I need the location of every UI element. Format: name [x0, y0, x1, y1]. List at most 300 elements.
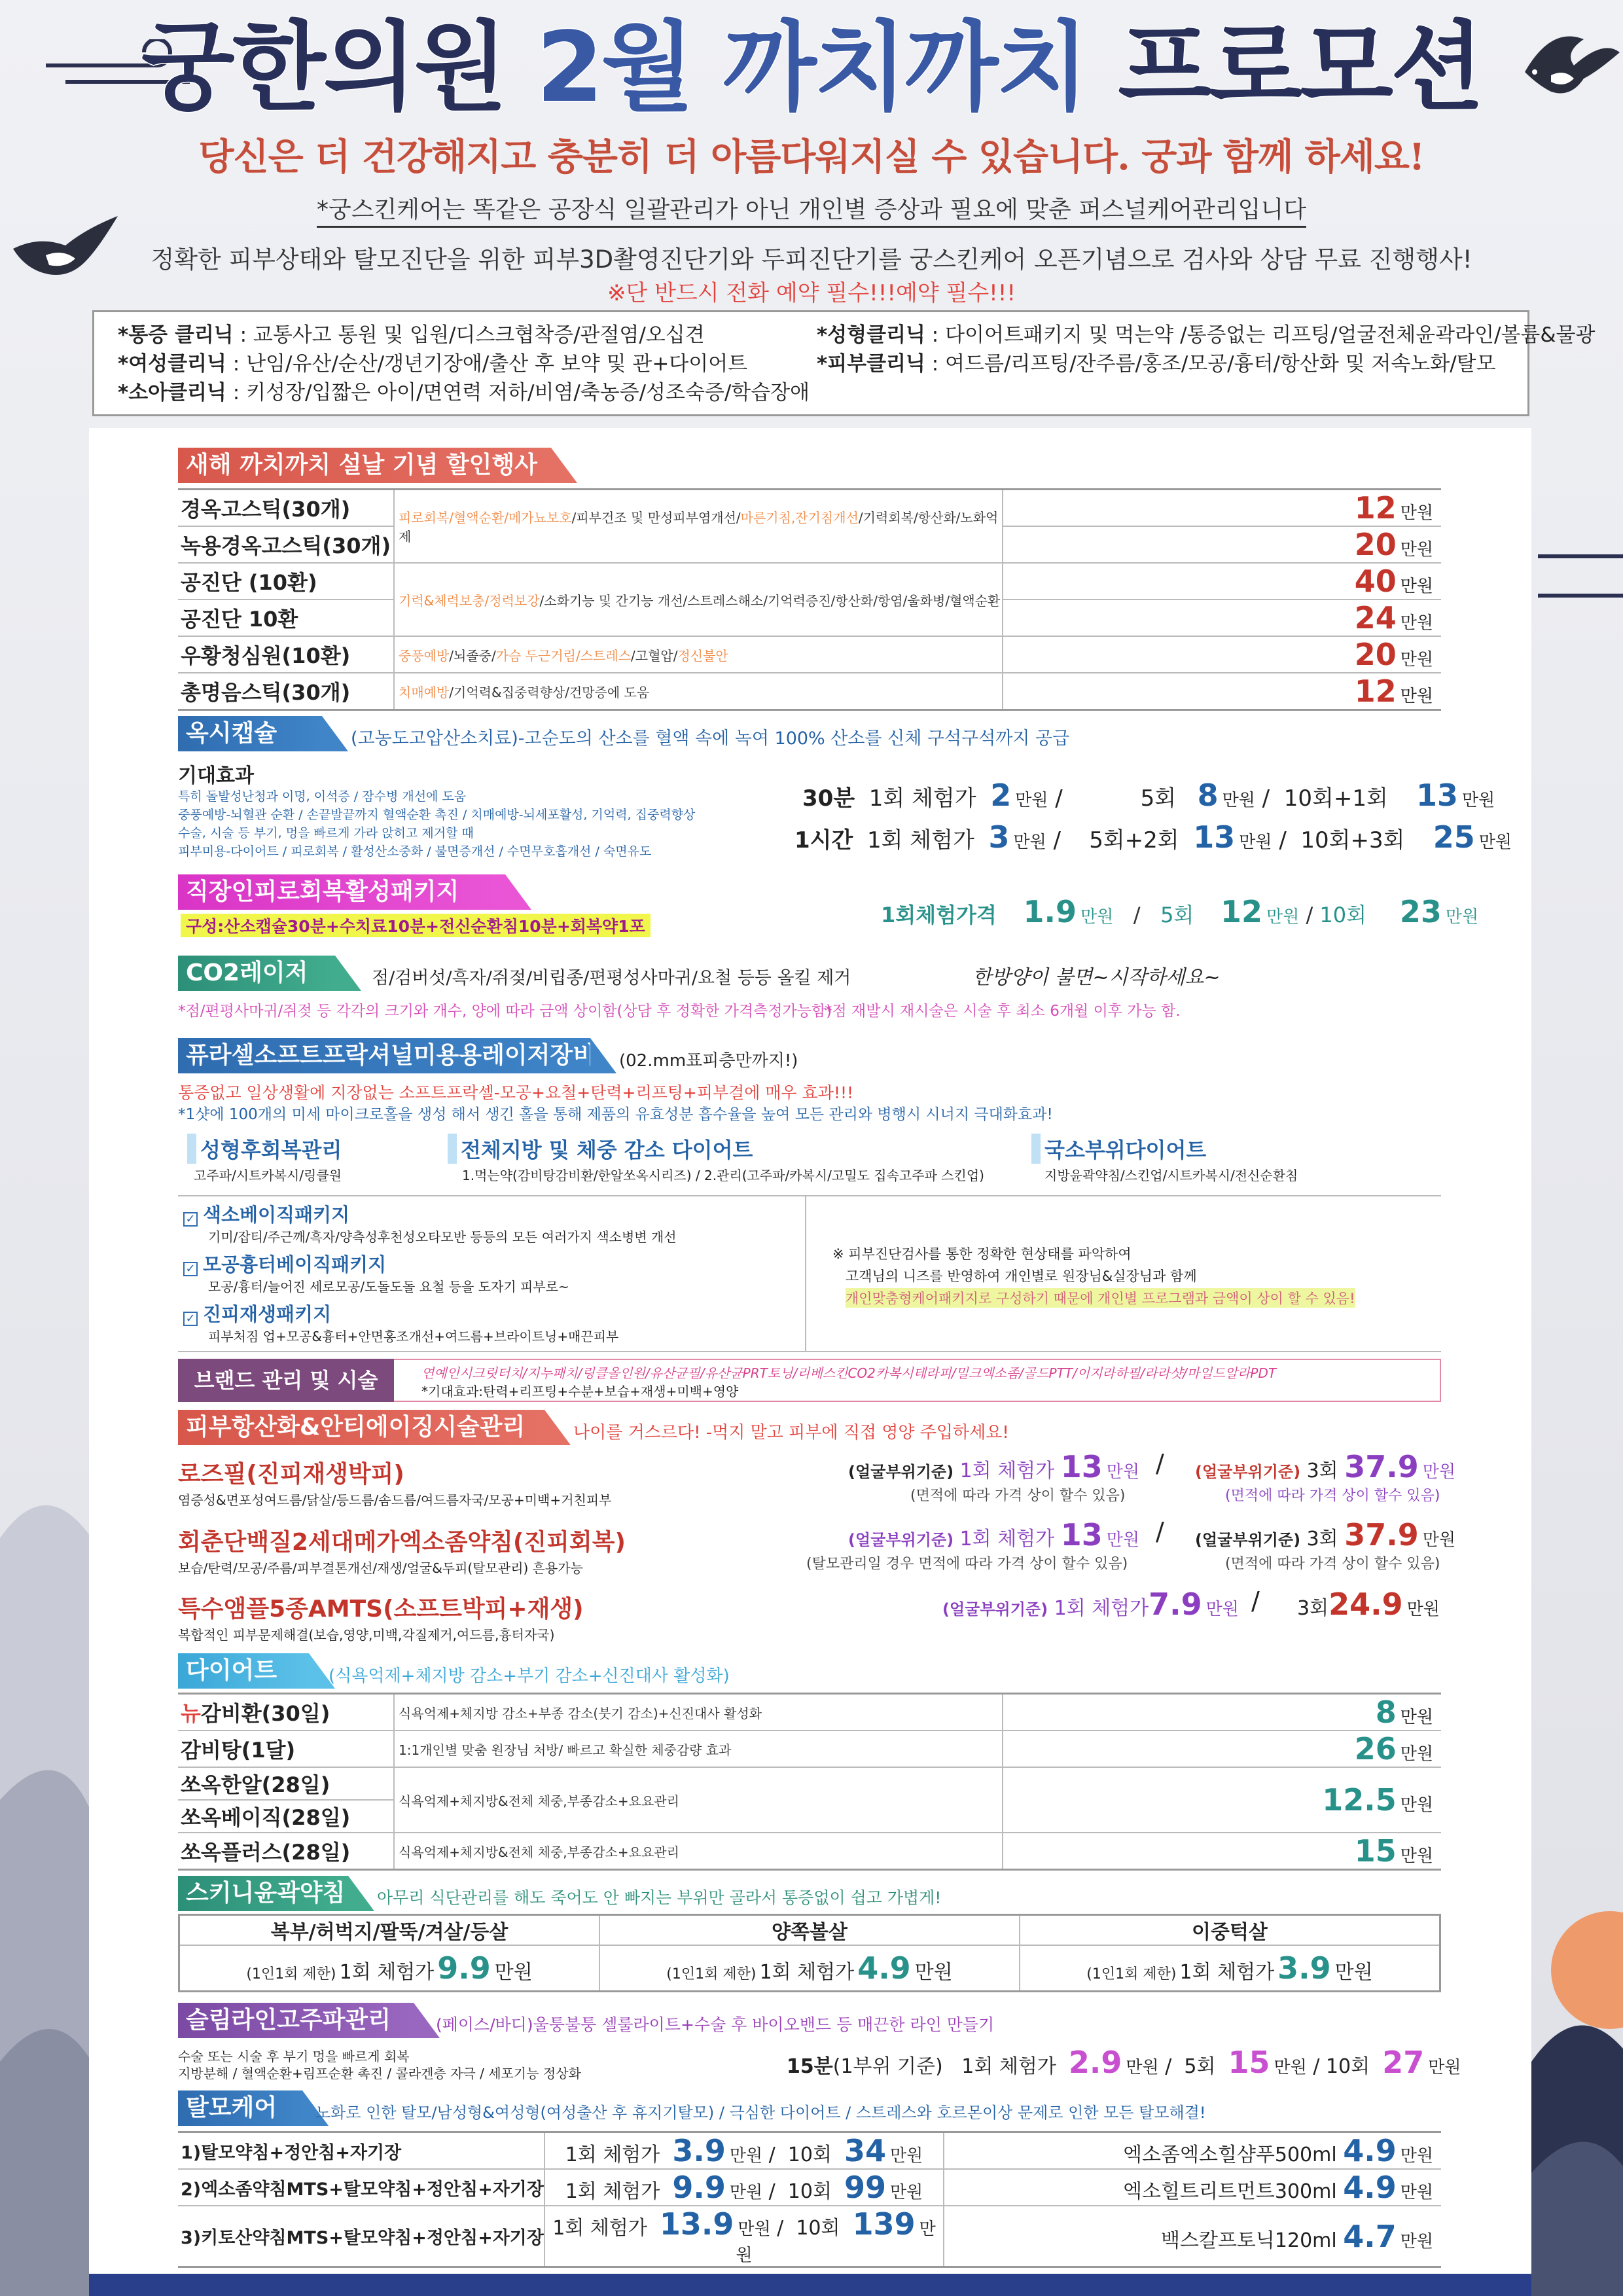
- price-value: 12.5: [1322, 1782, 1397, 1818]
- product-price: [944, 2169, 1441, 2206]
- area-note: (면적에 따라 가격 상이 할수 있음): [1225, 1488, 1440, 1504]
- product-desc: [394, 673, 1003, 710]
- personal-care-note: [0, 191, 1623, 224]
- desc-text: /뇌졸중/: [449, 647, 496, 664]
- separator: /: [1251, 1587, 1260, 1615]
- clinic-desc: : 다이어트패키지 및 먹는약 /통증없는 리프팅/얼굴전체윤곽라인/볼륨&물광: [925, 323, 1596, 347]
- product-name: 쏘옥베이직(28일): [178, 1800, 394, 1833]
- puracell-line: *1샷에 100개의 미세 마이크로홀을 생성 해서 생긴 홀을 통해 제품의 유효성분 흡수율을 높여 모든 관리와 병행시 시너지 극대화효과!: [178, 1106, 1053, 1123]
- treatment-price-3: [1297, 1587, 1440, 1622]
- col-title: 성형후회복관리: [187, 1134, 342, 1164]
- tier-label: 1회 체험가: [1179, 1960, 1275, 1984]
- clinic-desc: : 여드름/리프팅/잔주름/홍조/모공/흉터/항산화 및 저속노화/탈모: [925, 352, 1496, 376]
- price-value: 3: [988, 819, 1010, 855]
- treatment-price-1: [848, 1517, 1139, 1552]
- reservation-note: ※단 반드시 전화 예약 필수!!!예약 필수!!!: [607, 280, 1016, 306]
- treatment-desc: 보습/탄력/모공/주름/피부결톤개선/재생/얼굴&두피(탈모관리) 흔용가능: [178, 1560, 583, 1576]
- clinic-list: [92, 310, 1596, 416]
- office-package-header: 직장인피로회복활성패키지: [178, 874, 505, 910]
- slimline-tagline: (페이스/바디)울퉁불퉁 셀룰라이트+수술 후 바이오밴드 등 매끈한 라인 만들기: [436, 2015, 995, 2034]
- tier-label: 3회: [1306, 1528, 1338, 1551]
- slimline-prices: 15분(1부위 기준) 1회 체험가 2.9 만원 / 5회 15 만원 / 10회 27 만원: [787, 2045, 1461, 2080]
- clinic-women: [118, 350, 747, 378]
- table-row: [178, 1767, 1441, 1800]
- slimline-desc: 지방분해 / 혈액순환+림프순환 촉진 / 콜라겐층 자극 / 세포기능 정상화: [178, 2066, 581, 2081]
- price-value: 13.9: [659, 2206, 734, 2242]
- free-diagnosis-note: 정확한 피부상태와 탈모진단을 위한 피부3D촬영진단기와 두피진단기를 궁스킨케어 오픈기념으로 검사와 상담 무료 진행행사!: [151, 245, 1472, 274]
- price-unit: 만원: [1205, 1600, 1239, 1619]
- puracell-header: 퓨라셀소프트프락셔널미용용레이저장비: [178, 1038, 590, 1073]
- co2-laser-header: CO2레이저: [178, 956, 335, 991]
- price-cell: [1020, 1945, 1440, 1991]
- product-label: 엑소힐트리트먼트300ml: [1123, 2180, 1337, 2203]
- separator: /: [1156, 1517, 1164, 1546]
- tier-label: 1회 체험가: [552, 2217, 647, 2240]
- oxygen-30min-row: 30분 1회 체험가 2 만원 / 5회 8 만원 / 10회+1회 13 만원: [802, 778, 1495, 813]
- effect-line: 중풍예방-뇌혈관 순환 / 손끝발끝까지 혈액순환 촉진 / 치매예방-뇌세포활성, 기억력, 집중력향상: [178, 808, 696, 822]
- package-title: [183, 1300, 331, 1327]
- tier-label: 1회 체험가: [759, 1960, 855, 1984]
- column-header: 이중턱살: [1020, 1915, 1440, 1946]
- promotion-panel: [89, 428, 1531, 2274]
- effect-line: 피부미용-다이어트 / 피로회복 / 활성산소중화 / 불면증개선 / 수면무호흡개선 / 숙면유도: [178, 844, 652, 859]
- table-row: [178, 2132, 1441, 2170]
- tier-label: 1회 체험가: [1054, 1597, 1149, 1620]
- office-package-prices: 1회체험가격 1.9 만원 / 5회 12 만원 / 10회 23 만원: [881, 894, 1479, 929]
- price-unit: 만원: [1222, 791, 1255, 810]
- clinic-name: *피부클리닉: [817, 352, 925, 376]
- price: [1003, 1767, 1441, 1833]
- slimline-header: 슬림라인고주파관리: [178, 2003, 414, 2038]
- product-name: 녹용경옥고스틱(30개): [178, 526, 394, 563]
- price-unit: 만원: [1013, 833, 1046, 852]
- clinic-name: *통증 클리닉: [118, 323, 234, 347]
- price-unit: 만원: [1400, 1846, 1433, 1866]
- price-value: 4.9: [857, 1950, 911, 1986]
- price-value: 3.9: [1277, 1950, 1331, 1986]
- package-desc: 피부처짐 업+모공&흉터+안면홍조개선+여드름+브라이트닝+매끈피부: [208, 1329, 619, 1344]
- new-badge: 뉴: [181, 1701, 201, 1726]
- treatment-price-1: [848, 1449, 1139, 1484]
- desc-text: /기력회복/항산화/노화억제: [399, 510, 999, 545]
- tier-label: 1회 체험가: [866, 827, 974, 853]
- diet-table: [178, 1693, 1441, 1871]
- skinny-tagline: 아무리 식단관리를 해도 죽어도 안 빠지는 부위만 골라서 통증없이 쉽고 가볍게!: [377, 1888, 942, 1907]
- price-value: 8: [1375, 1695, 1397, 1730]
- product-price: [944, 2132, 1441, 2170]
- clinic-name: *성형클리닉: [817, 323, 925, 347]
- treatment-title: 특수앰플5종AMTS(소프트박피+재생): [178, 1596, 584, 1623]
- tier-label: 1회 체험가: [339, 1960, 435, 1984]
- basis-label: (얼굴부위기준): [942, 1600, 1048, 1619]
- price-unit: 만원: [914, 1960, 953, 1984]
- price-value: 37.9: [1344, 1449, 1419, 1484]
- clinic-skin: [817, 350, 1496, 378]
- duration-note: (1부위 기준): [832, 2055, 943, 2078]
- product-desc: [394, 563, 1003, 636]
- basis-label: (얼굴부위기준): [1195, 1531, 1301, 1549]
- price-value: 23: [1399, 894, 1442, 929]
- office-package-composition: 구성:산소캡슐30분+수치료10분+전신순환침10분+회복약1포: [181, 914, 651, 937]
- table-row: [178, 673, 1441, 710]
- price-unit: 만원: [1422, 1530, 1455, 1550]
- price: [1003, 490, 1441, 527]
- price-value: 12: [1354, 490, 1397, 526]
- tier-label: 1회 체험가: [868, 785, 976, 812]
- product-label: 엑소좀엑소힐샴푸500ml: [1123, 2144, 1337, 2166]
- tier-label: 10회: [787, 2180, 832, 2203]
- puracell-note: (02.mm표피층만까지!): [619, 1051, 798, 1071]
- price-value: 2.9: [1068, 2045, 1122, 2080]
- tier-label: 10회: [796, 2217, 840, 2240]
- price-value: 139: [852, 2206, 916, 2242]
- col-desc: 지방윤곽약침/스킨업/시트카복시/전신순환침: [1044, 1168, 1298, 1183]
- desc-highlight: 가슴 두근거림/스트레스: [495, 647, 632, 664]
- clinic-name: *소아클리닉: [118, 381, 226, 404]
- price-unit: 만원: [1400, 613, 1433, 633]
- personal-note: 고객님의 니즈를 반영하여 개인별로 원장님&실장님과 함께: [846, 1268, 1197, 1284]
- product-desc: 1:1개인별 맞춤 원장님 처방/ 빠르고 확실한 체중감량 효과: [394, 1731, 1003, 1767]
- price-value: 37.9: [1344, 1517, 1419, 1552]
- price-unit: 만원: [1334, 1960, 1373, 1984]
- tier-label: 5회+2회: [1089, 827, 1179, 853]
- price-value: 8: [1197, 778, 1219, 813]
- price-value: 4.9: [1343, 2170, 1397, 2205]
- product-desc: [394, 636, 1003, 673]
- personal-care-note-text: *궁스킨케어는 똑같은 공장식 일괄관리가 아닌 개인별 증상과 필요에 맞춘 퍼스널케어관리입니다: [317, 196, 1306, 228]
- price: [1003, 1694, 1441, 1731]
- price-value: 40: [1354, 564, 1397, 599]
- area-note: (탈모관리일 경우 면적에 따라 가격 상이 할수 있음): [806, 1556, 1128, 1572]
- slimline-desc: 수술 또는 시술 후 부기 멍을 빠르게 회복: [178, 2049, 410, 2064]
- hairloss-header: 탈모케어: [178, 2090, 302, 2126]
- product-name: 공진단 (10환): [178, 563, 394, 600]
- desc-text: /고혈압/: [631, 647, 678, 664]
- price-unit: 만원: [1400, 1795, 1433, 1815]
- price-value: 12: [1221, 894, 1263, 929]
- mountain-waves-left: [0, 1407, 92, 2296]
- co2-laser-note: *점/편평사마귀/쥐젖 등 각각의 크기와 개수, 양에 따라 금액 상이함(상담 후 정확한 가격측정가능함): [178, 1003, 832, 1020]
- product-name: [178, 1694, 394, 1731]
- tier-label: 1회 체험가: [961, 2055, 1056, 2078]
- price-unit: 만원: [1400, 503, 1433, 523]
- tier-label: 1회 체험가: [959, 1528, 1055, 1551]
- price-unit: 만원: [1400, 2231, 1433, 2251]
- oxygen-1hour-row: 1시간 1회 체험가 3 만원 / 5회+2회 13 만원 / 10회+3회 25 만원: [794, 819, 1512, 855]
- price-value: 3.9: [672, 2133, 726, 2168]
- product-label: 백스칼프토닉120ml: [1161, 2229, 1337, 2252]
- price-value: 9.9: [437, 1950, 491, 1986]
- price-value: 15: [1228, 2045, 1270, 2080]
- check-icon: ✓: [183, 1312, 198, 1326]
- desc-highlight: 피로회복/혈액순환/메가뇨보호: [399, 510, 572, 526]
- brand-header: 브랜드 관리 및 시술: [178, 1359, 394, 1402]
- clinic-pain: [118, 321, 705, 350]
- price: [1003, 563, 1441, 600]
- price-unit: 만원: [1266, 907, 1300, 927]
- personal-note-highlight: 개인맞춤형케어패키지로 구성하기 때문에 개인별 프로그램과 금액이 상이 할 수 있음!: [846, 1288, 1355, 1308]
- tier-label: 3회: [1306, 1460, 1338, 1482]
- mountain-waves-right: [1531, 1898, 1623, 2296]
- limit-label: (1인1회 제한): [246, 1965, 336, 1982]
- tier-label: 1회체험가격: [881, 903, 997, 927]
- desc-highlight: 치매예방: [399, 684, 450, 700]
- clinic-desc: : 난임/유산/순산/갱년기장애/출산 후 보약 및 관+다이어트: [226, 352, 748, 376]
- treatment-price-3: [1195, 1449, 1455, 1484]
- price-unit: 만원: [1400, 2146, 1433, 2166]
- product-desc: 식욕억제+체지방&전체 체중,부종감소+요요관리: [394, 1833, 1003, 1870]
- skinny-header: 스키니윤곽약침: [178, 1876, 348, 1911]
- price-unit: 만원: [494, 1960, 533, 1984]
- limit-label: (1인1회 제한): [666, 1965, 757, 1982]
- basis-label: (얼굴부위기준): [848, 1531, 954, 1549]
- tier-label: 1회 체험가: [565, 2180, 660, 2203]
- price-unit: 만원: [1445, 907, 1479, 927]
- package-title: [183, 1200, 349, 1227]
- package-box: [178, 1195, 1441, 1352]
- separator: /: [1156, 1449, 1164, 1478]
- price-value: 4.9: [1343, 2133, 1397, 2168]
- product-name: 공진단 10환: [178, 600, 394, 636]
- package-title-text: 모공흉터베이직패키지: [203, 1253, 387, 1276]
- desc-highlight: 중풍예방: [399, 647, 450, 664]
- area-note: (면적에 따라 가격 상이 할수 있음): [910, 1488, 1126, 1504]
- price-unit: 만원: [729, 2183, 763, 2202]
- price-unit: 만원: [1422, 1462, 1455, 1482]
- price-value: 20: [1354, 637, 1397, 672]
- price-value: 24.9: [1329, 1587, 1403, 1622]
- table-row: [178, 490, 1441, 527]
- bottom-band: [89, 2274, 1531, 2296]
- effect-line: 특히 돌발성난청과 이명, 이석증 / 잠수병 개선에 도움: [178, 789, 467, 804]
- price: [1003, 600, 1441, 636]
- table-row: [178, 2169, 1441, 2206]
- price-value: 4.7: [1343, 2218, 1397, 2254]
- basis-label: (얼굴부위기준): [848, 1463, 954, 1481]
- price-unit: 만원: [1400, 1708, 1433, 1727]
- subtitle: 당신은 더 건강해지고 충분히 더 아름다워지실 수 있습니다. 궁과 함께 하세요!: [198, 135, 1425, 179]
- co2-laser-desc: 점/검버섯/흑자/쥐젖/비립종/편평성사마귀/요철 등등 올킬 제거: [372, 968, 851, 988]
- table-row: [178, 2206, 1441, 2267]
- basis-label: (얼굴부위기준): [1195, 1463, 1301, 1481]
- price-unit: 만원: [1126, 2058, 1159, 2077]
- skinny-table: [178, 1914, 1441, 1992]
- price-cell: 1회 체험가 3.9 만원 / 10회 34 만원: [544, 2132, 944, 2170]
- desc-text: /피부건조 및 만성피부염개선/: [571, 510, 741, 526]
- tier-label: 10회: [1325, 2055, 1370, 2078]
- treatment-price-1: [942, 1587, 1239, 1622]
- co2-laser-note: *점 재발시 재시술은 시술 후 최소 6개월 이후 가능 함.: [825, 1003, 1181, 1020]
- price: [1003, 1731, 1441, 1767]
- product-name: 총명음스틱(30개): [178, 673, 394, 710]
- table-header-row: [179, 1915, 1440, 1946]
- price-unit: 만원: [1400, 650, 1433, 670]
- clinic-name: *여성클리닉: [118, 352, 226, 376]
- package-title: [183, 1250, 386, 1277]
- price-cell: [599, 1945, 1020, 1991]
- area-note: (면적에 따라 가격 상이 할수 있음): [1225, 1556, 1440, 1572]
- desc-highlight: 마른기침,잔기침개선: [740, 510, 859, 526]
- price-unit: 만원: [890, 2146, 923, 2166]
- tier-label: 10회+1회: [1283, 785, 1388, 812]
- price-unit: 만원: [1106, 1530, 1139, 1550]
- price-unit: 만원: [890, 2183, 923, 2202]
- col-title: 전체지방 및 체중 감소 다이어트: [448, 1134, 753, 1164]
- column-header: 양쪽볼살: [599, 1915, 1020, 1946]
- duration: 15분: [787, 2055, 833, 2078]
- clinic-desc: : 교통사고 통원 및 입원/디스크협착증/관절염/오십견: [233, 323, 705, 347]
- price-unit: 만원: [738, 2219, 771, 2239]
- price-unit: 만원: [1462, 791, 1495, 810]
- package-desc: 모공/흉터/늘어진 세로모공/도돌도돌 요철 등을 도자기 피부로~: [208, 1279, 569, 1295]
- tier-label: 5회: [1140, 785, 1177, 812]
- col-desc: 고주파/시트카복시/링클원: [194, 1168, 342, 1183]
- title-kkachi: 까치까치: [722, 11, 1087, 124]
- price-cell: [179, 1945, 600, 1991]
- price-unit: 만원: [1400, 577, 1433, 596]
- price: [1003, 1833, 1441, 1870]
- tier-label: 3회: [1297, 1597, 1329, 1620]
- title-month: 2월: [536, 11, 692, 124]
- product-name: 감비탕(1달): [178, 1731, 394, 1767]
- table-row: [178, 563, 1441, 600]
- price-value: 13: [1416, 778, 1459, 813]
- price-value: 12: [1354, 673, 1397, 709]
- price-unit: 만원: [1428, 2058, 1461, 2077]
- effect-line: 수술, 시술 등 부기, 멍을 빠르게 가라 앉히고 제거할 때: [178, 826, 474, 840]
- price-value: 9.9: [672, 2170, 726, 2205]
- price-unit: 만원: [1274, 2058, 1307, 2077]
- product-name: 2)엑소좀약침MTS+탈모약침+정안침+자기장: [178, 2169, 544, 2206]
- price-value: 15: [1354, 1833, 1397, 1869]
- diet-tagline: (식욕억제+체지방 감소+부기 감소+신진대사 활성화): [329, 1666, 730, 1686]
- column-header: 복부/허벅지/팔뚝/겨살/등살: [179, 1915, 600, 1946]
- hairloss-table: [178, 2131, 1441, 2268]
- clinic-kids: [118, 379, 810, 407]
- price-cell: 1회 체험가 13.9 만원 / 10회 139 만원: [544, 2206, 944, 2267]
- product-desc: 식욕억제+체지방&전체 체중,부종감소+요요관리: [394, 1767, 1003, 1833]
- duration: 30분: [802, 785, 855, 812]
- desc-highlight: 정신불안: [677, 647, 728, 664]
- price-unit: 만원: [1406, 1600, 1440, 1619]
- col-desc: 1.먹는약(감비탕감비환/한알쏘옥시리즈) / 2.관리(고주파/카복시/고밀도 집속고주파 스킨업): [462, 1168, 984, 1183]
- desc-highlight: 기력&체력보충/정력보강: [399, 592, 540, 609]
- price: [1003, 673, 1441, 710]
- price: [1003, 526, 1441, 563]
- product-price: [944, 2206, 1441, 2267]
- brand-box: [178, 1359, 1441, 1402]
- treatment-desc: 복합적인 피부문제해결(보습,영양,미백,각질제거,여드름,흉터자국): [178, 1627, 555, 1643]
- price-unit: 만원: [1400, 1744, 1433, 1764]
- hairloss-tagline: 노화로 인한 탈모/남성형&여성형(여성출산 후 휴지기탈모) / 극심한 다이어트 / 스트레스와 호르몬이상 문제로 인한 모든 탈모해결!: [315, 2104, 1206, 2122]
- price-value: 7.9: [1149, 1587, 1202, 1622]
- price-unit: 만원: [1478, 833, 1512, 852]
- check-icon: ✓: [183, 1262, 198, 1276]
- price-value: 25: [1433, 819, 1475, 855]
- limit-label: (1인1회 제한): [1086, 1965, 1177, 1982]
- duration: 1시간: [794, 827, 853, 853]
- tier-label: 10회: [787, 2144, 832, 2166]
- price: [1003, 636, 1441, 673]
- price-unit: 만원: [1080, 907, 1114, 927]
- anti-aging-header: 피부항산화&안티에이징시술관리: [178, 1410, 544, 1445]
- desc-text: /기억력&집중력향상/건망증에 도움: [449, 684, 650, 700]
- price-unit: 만원: [1400, 2183, 1433, 2202]
- treatment-price-3: [1195, 1517, 1455, 1552]
- table-row: [178, 636, 1441, 673]
- price-value: 26: [1354, 1731, 1397, 1767]
- title-clinic: 궁한의원: [141, 11, 505, 124]
- product-desc: 식욕억제+체지방 감소+부종 감소(붓기 감소)+신진대사 활성화: [394, 1694, 1003, 1731]
- main-title: [0, 5, 1623, 130]
- diet-header: 다이어트: [178, 1653, 309, 1689]
- oxygen-tagline: (고농도고압산소치료)-고순도의 산소를 혈액 속에 녹여 100% 산소를 신체 구석구석까지 공급: [351, 728, 1070, 749]
- price-unit: 만원: [1400, 540, 1433, 560]
- price-unit: 만원: [1015, 791, 1048, 810]
- price-value: 34: [844, 2133, 887, 2168]
- product-name: 우황청심원(10환): [178, 636, 394, 673]
- package-list: [178, 1196, 806, 1351]
- tier-label: 1회 체험가: [565, 2144, 660, 2166]
- price-unit: 만원: [1400, 687, 1433, 706]
- oxygen-capsule-header: 옥시캡슐: [178, 716, 322, 751]
- brand-list: 연예인시크릿터치/지누패치/링클올인원/유산균필/유산균PRT토닝/리베스킨CO2카복시테라피/밀크엑소좀/골드PTT/이지라하필/라라샷/마일드알라PDT: [421, 1365, 1277, 1381]
- table-row: [178, 1694, 1441, 1731]
- price-value: 99: [844, 2170, 887, 2205]
- price-unit: 만원: [1239, 833, 1272, 852]
- product-name: 쏘옥플러스(28일): [178, 1833, 394, 1870]
- price-value: 24: [1354, 600, 1397, 636]
- tier-label: 5회: [1184, 2055, 1216, 2078]
- table-row: [178, 1833, 1441, 1870]
- product-name: 3)키토산약침MTS+탈모약침+정안침+자기장: [178, 2206, 544, 2267]
- tier-label: 10회: [1319, 903, 1367, 927]
- personal-note: ※ 피부진단검사를 통한 정확한 현상태를 파악하여: [832, 1246, 1132, 1262]
- price-value: 13: [1060, 1517, 1103, 1552]
- treatment-title: 로즈필(진피재생박피): [178, 1461, 404, 1488]
- product-desc: [394, 490, 1003, 564]
- package-title-text: 진피재생패키지: [203, 1303, 332, 1325]
- price-value: 13: [1193, 819, 1236, 855]
- effect-label: 기대효과: [178, 764, 254, 787]
- price-unit: 만원: [1106, 1462, 1139, 1482]
- table-row: [178, 1731, 1441, 1767]
- price-cell: 1회 체험가 9.9 만원 / 10회 99 만원: [544, 2169, 944, 2206]
- table-row: [179, 1945, 1440, 1991]
- treatment-desc: 염증성&면포성여드름/닭살/등드름/솜드름/여드름자국/모공+미백+거친피부: [178, 1492, 612, 1508]
- treatment-title: 회춘단백질2세대메가엑소좀약침(진피회복): [178, 1529, 626, 1556]
- brand-effect: *기대효과:탄력+리프팅+수분+보습+재생+미백+영양: [421, 1384, 739, 1399]
- package-desc: 기미/잡티/주근깨/흑자/양측성후천성오타모반 등등의 모든 여러가지 색소병변 개선: [208, 1229, 677, 1245]
- new-year-sale-header: 새해 까치까치 설날 기념 할인행사: [178, 448, 551, 483]
- price-value: 27: [1382, 2045, 1425, 2080]
- clinic-plastic: [817, 321, 1595, 350]
- product-name: 1)탈모약침+정안침+자기장: [178, 2132, 544, 2170]
- package-title-text: 색소베이직패키지: [203, 1204, 350, 1226]
- anti-aging-tagline: 나이를 거스르다! -먹지 말고 피부에 직접 영양 주입하세요!: [573, 1423, 1009, 1443]
- clinic-desc: : 키성장/입짧은 아이/면연력 저하/비염/축농증/성조숙증/학습장애: [226, 381, 810, 404]
- title-promotion: 프로모션: [1118, 11, 1482, 124]
- price-value: 1.9: [1023, 894, 1077, 929]
- co2-laser-handwriting: 한방양이 불면~시작하세요~: [972, 966, 1221, 989]
- price-unit: 만원: [736, 2219, 936, 2265]
- tier-label: 1회 체험가: [959, 1460, 1055, 1482]
- product-name: 쏘옥한알(28일): [178, 1767, 394, 1800]
- price-value: 2: [990, 778, 1012, 813]
- product-name-text: 감비환(30일): [200, 1701, 330, 1726]
- price-unit: 만원: [729, 2146, 763, 2166]
- tier-label: 10회+3회: [1300, 827, 1405, 853]
